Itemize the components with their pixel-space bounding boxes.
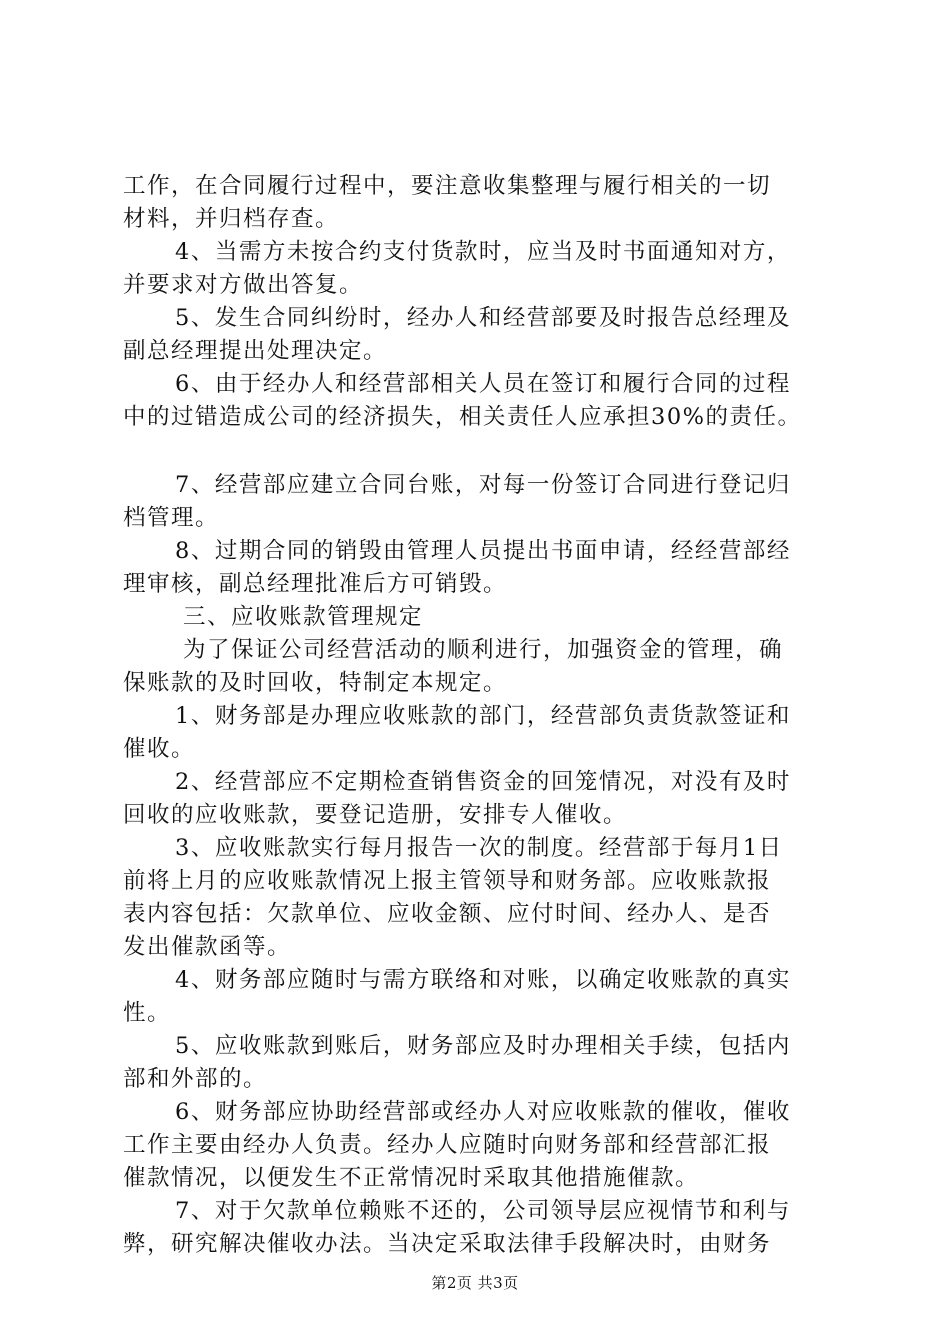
text-line: 4、当需方未按合约支付货款时，应当及时书面通知对方， <box>175 239 791 265</box>
text-line: 工作，在合同履行过程中，要注意收集整理与履行相关的一切 <box>123 173 772 199</box>
paragraph-gap <box>123 434 843 469</box>
text-line: 7、对于欠款单位赖账不还的，公司领导层应视情节和利与 <box>175 1198 791 1224</box>
text-line: 部和外部的。 <box>123 1066 268 1092</box>
text-line: 中的过错造成公司的经济损失，相关责任人应承担30%的责任。 <box>123 404 802 430</box>
text-line: 前将上月的应收账款情况上报主管领导和财务部。应收账款报 <box>123 868 772 894</box>
text-line: 副总经理提出处理决定。 <box>123 338 388 364</box>
document-body <box>123 170 843 1261</box>
text-line: 并要求对方做出答复。 <box>123 272 364 298</box>
text-line: 4、财务部应随时与需方联络和对账，以确定收账款的真实 <box>175 967 791 993</box>
text-line: 档管理。 <box>123 505 220 531</box>
text-line: 回收的应收账款，要登记造册，安排专人催收。 <box>123 802 628 828</box>
text-line: 2、经营部应不定期检查销售资金的回笼情况，对没有及时 <box>175 769 791 795</box>
text-line: 5、发生合同纠纷时，经办人和经营部要及时报告总经理及 <box>175 305 791 331</box>
text-line: 为了保证公司经营活动的顺利进行，加强资金的管理，确 <box>183 637 784 663</box>
text-line: 理审核，副总经理批准后方可销毁。 <box>123 571 508 597</box>
text-line: 保账款的及时回收，特制定本规定。 <box>123 670 508 696</box>
text-line: 材料，并归档存查。 <box>123 206 340 232</box>
text-line: 6、财务部应协助经营部或经办人对应收账款的催收，催收 <box>175 1099 791 1125</box>
text-line: 5、应收账款到账后，财务部应及时办理相关手续，包括内 <box>175 1033 791 1059</box>
text-line: 1、财务部是办理应收账款的部门，经营部负责货款签证和 <box>175 703 791 729</box>
text-line: 6、由于经办人和经营部相关人员在签订和履行合同的过程 <box>175 371 791 397</box>
section-heading: 三、应收账款管理规定 <box>183 604 424 630</box>
text-line: 8、过期合同的销毁由管理人员提出书面申请，经经营部经 <box>175 538 791 564</box>
text-line: 3、应收账款实行每月报告一次的制度。经营部于每月1日 <box>175 835 783 861</box>
text-line: 表内容包括：欠款单位、应收金额、应付时间、经办人、是否 <box>123 901 772 927</box>
text-line: 工作主要由经办人负责。经办人应随时向财务部和经营部汇报 <box>123 1132 772 1158</box>
page-number-footer: 第2页 共3页 <box>431 1274 519 1292</box>
text-line: 弊，研究解决催收办法。当决定采取法律手段解决时，由财务 <box>123 1231 772 1257</box>
text-line: 性。 <box>123 1000 172 1026</box>
text-line: 催款情况，以便发生不正常情况时采取其他措施催款。 <box>123 1165 700 1191</box>
text-line: 发出催款函等。 <box>123 934 292 960</box>
text-line: 催收。 <box>123 736 196 762</box>
text-line: 7、经营部应建立合同台账，对每一份签订合同进行登记归 <box>175 472 791 498</box>
